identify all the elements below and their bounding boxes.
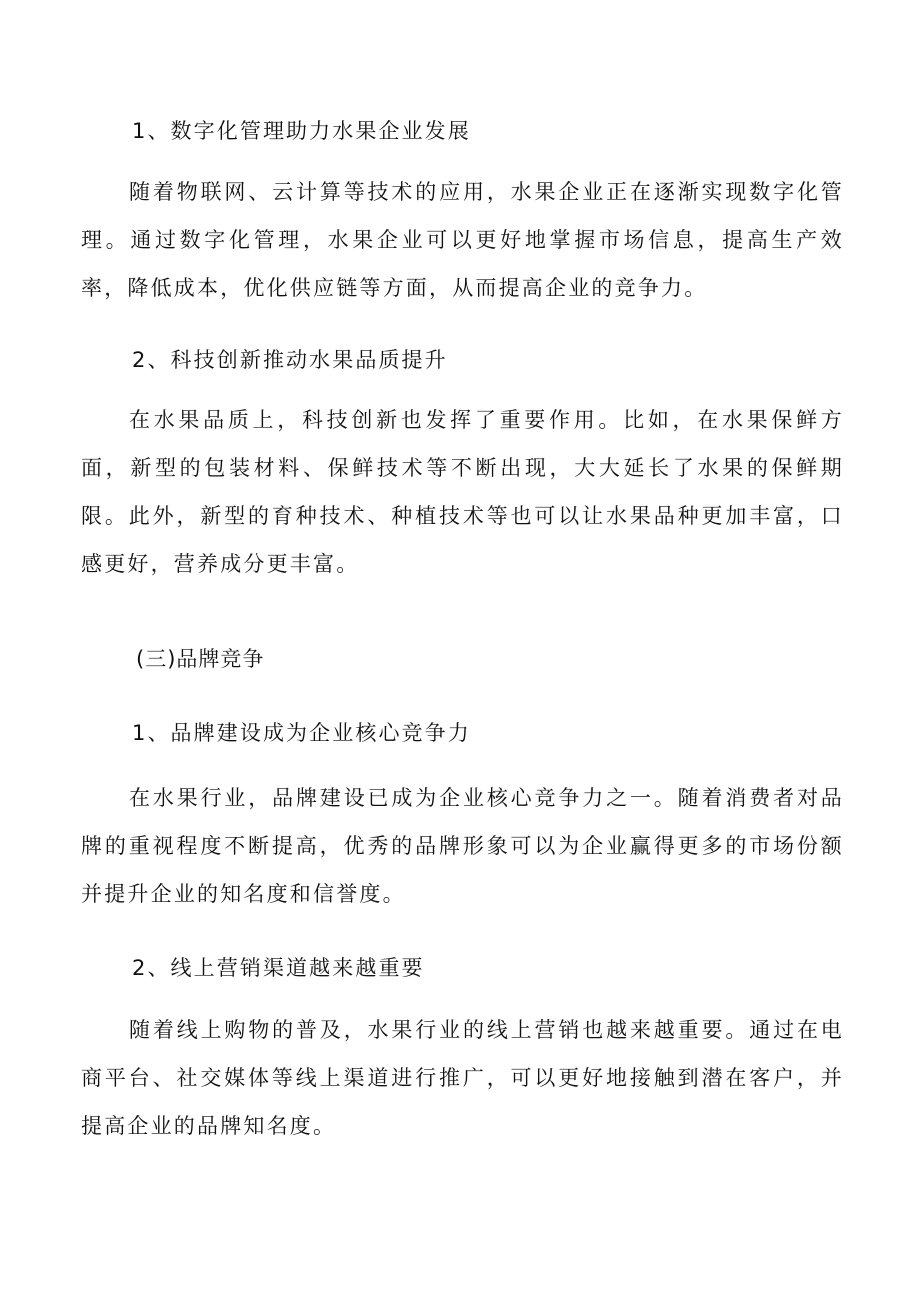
heading-digital-management: 1、数字化管理助力水果企业发展 (132, 119, 471, 143)
paragraph-brand-building: 在水果行业，品牌建设已成为企业核心竞争力之一。随着消费者对品牌的重视程度不断提高，优秀的品牌形象可以为企业赢得更多的市场份额并提升企业的知名度和信誉度。 (81, 786, 844, 906)
heading-tech-innovation: 2、科技创新推动水果品质提升 (132, 348, 448, 372)
heading-brand-building: 1、品牌建设成为企业核心竞争力 (132, 721, 471, 745)
section-title-brand-competition: (三)品牌竞争 (136, 647, 265, 671)
heading-online-marketing: 2、线上营销渠道越来越重要 (132, 956, 425, 980)
paragraph-tech-innovation: 在水果品质上，科技创新也发挥了重要作用。比如，在水果保鲜方面，新型的包装材料、保鲜技术等不断出现，大大延长了水果的保鲜期限。此外，新型的育种技术、种植技术等也可以让水果品种更加丰富，口感更好，营养成分更丰富。 (81, 408, 844, 576)
paragraph-online-marketing: 随着线上购物的普及，水果行业的线上营销也越来越重要。通过在电商平台、社交媒体等线上渠道进行推广，可以更好地接触到潜在客户，并提高企业的品牌知名度。 (81, 1018, 844, 1138)
paragraph-digital-management: 随着物联网、云计算等技术的应用，水果企业正在逐渐实现数字化管理。通过数字化管理，水果企业可以更好地掌握市场信息，提高生产效率，降低成本，优化供应链等方面，从而提高企业的竞争力。 (81, 180, 844, 300)
